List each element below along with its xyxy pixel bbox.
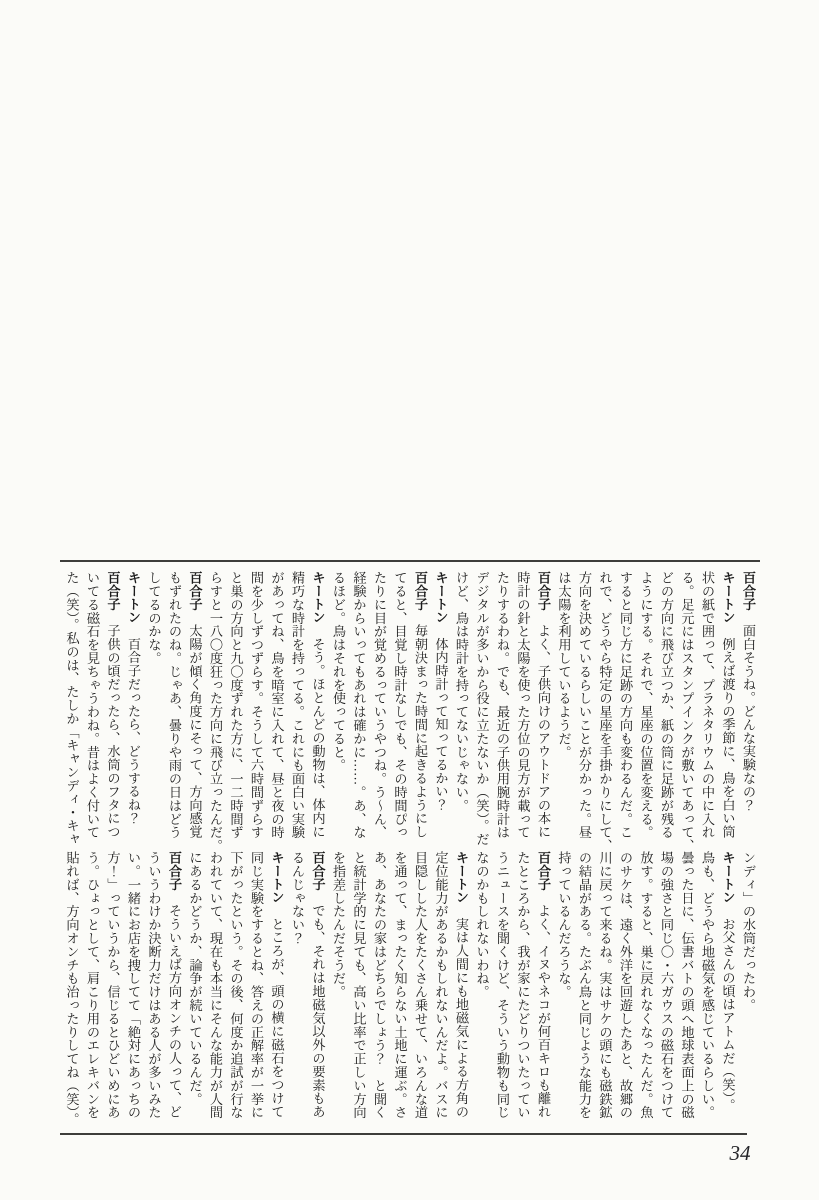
dialogue-text: そういえば方向オンチの人って、ど [167,890,182,1119]
dialogue-text: もずれたのね。じゃあ、曇りや雨の日はどう [167,571,182,839]
text-column [307,571,328,847]
text-column [266,571,287,847]
text-column [307,851,328,1131]
dialogue-text: デジタルが多いから役に立たないか（笑）。だ [474,571,490,846]
dialogue-text: 下がったという。その後、何度か追試が行な [228,851,244,1119]
dialogue-text: 精巧な時計を持ってる。これにも面白い実験 [290,571,305,839]
speaker-name: キートン [310,571,326,624]
dialogue-text: の結晶がある。たぶん鳥と同じような能力を [577,851,592,1119]
dialogue-text: た（笑）。私のは、たしか「キャンディ・キャ [64,571,80,846]
dialogue-text: 例えば渡りの季節に、鳥を白い筒 [720,623,736,839]
speaker-name: 百合子 [105,571,121,611]
dialogue-text: 方向を決めているらしいことが分かった。昼 [577,571,592,839]
text-column [738,571,759,847]
text-column [348,571,369,847]
dialogue-text: 面白そうね。どんな実験なの？ [741,610,756,812]
dialogue-text: は太陽を利用しているようだ。 [556,571,572,759]
dialogue-text: よく、イヌやネコが何百キロも離れ [536,890,551,1119]
dialogue-text: らすと一八〇度狂った方向に飛び立ったんだ。 [208,571,223,853]
text-column [410,571,431,847]
dialogue-text: を通って、まったく知らない土地に運ぶ。さ [392,851,408,1119]
text-column [205,851,226,1131]
dialogue-text: る。足元にはスタンプインクが敷いてあって、 [679,571,695,853]
text-column [697,851,718,1131]
text-column [471,851,492,1131]
dialogue-text: のサケは、遠く外洋を回遊したあと、故郷の [618,851,633,1119]
dialogue-text: 川に戻って来るね。実はサケの頭にも磁鉄鉱 [597,851,613,1119]
text-column [676,571,697,853]
dialogue-text: たところから、我が家にたどりついたってい [515,851,531,1119]
dialogue-text: 鳥も、どうやら地磁気を感じているらしい。 [700,851,715,1119]
text-column [656,851,677,1131]
text-column [287,571,308,847]
dialogue-text: う。ひょっとして、肩こり用のエレキバンを [85,851,100,1119]
dialogue-text: があってね、鳥を暗室に入れて、昼と夜の時 [269,571,285,839]
dialogue-text: 太陽が傾く角度にそって、方向感覚 [187,610,203,839]
text-column [369,851,390,1131]
text-column [553,851,574,1131]
dialogue-text: と巣の方向と九〇度ずれた方に、一二時間ず [228,571,244,839]
dialogue-text: なのかもしれないわね。 [474,851,490,999]
text-column [61,851,82,1131]
text-column [266,851,287,1131]
text-column [471,571,492,847]
dialogue-text: 百合子だったら、どうするね？ [126,623,141,825]
text-column [553,571,574,847]
speaker-name: 百合子 [187,571,203,611]
dialogue-text: けど、鳥は時計を持ってないじゃない。 [454,571,469,813]
dialogue-text: 実は人間にも地磁気による方角の [454,903,469,1119]
dialogue-text: いてる磁石を見ちゃうわね。昔はよく付いて [85,571,100,839]
text-column [123,851,144,1131]
text-column [615,571,636,847]
text-column [143,571,164,847]
dialogue-text: われていて、現在も本当にそんな能力が人間 [208,851,223,1119]
speaker-name: キートン [269,851,285,904]
text-column [738,851,759,1131]
dialogue-text: 場の強さと同じ〇・六ガウスの磁石をつけて [659,851,674,1119]
dialogue-text: どの方向に飛び立つか、紙の筒に足跡が残る [659,571,674,839]
dialogue-text: ようにする。それで、星座の位置を変える。 [638,571,654,839]
dialogue-text: ンディ」の水筒だったわ。 [741,851,756,1012]
speaker-name: 百合子 [167,851,182,891]
dialogue-text: たりするわね。でも、最近の子供用腕時計は [495,571,510,839]
text-column [492,851,513,1131]
text-column [164,851,185,1131]
text-column [287,851,308,1131]
speaker-name: 百合子 [741,571,756,611]
dialogue-text: 持っているんだろうな。 [556,851,572,999]
speaker-name: キートン [433,571,449,624]
page-number: 34 [729,1141,751,1165]
dialogue-text: よく、子供向けのアウトドアの本に [536,610,551,839]
text-column [512,851,533,1131]
text-column [430,571,451,847]
text-column [717,851,738,1131]
text-column [225,571,246,847]
text-column [656,571,677,847]
text-column [102,571,123,847]
text-column [82,851,103,1131]
speaker-name: キートン [720,571,736,624]
dialogue-text: 時計の針と太陽を使った方位の見方が載って [515,571,531,839]
text-column [512,571,533,847]
dialogue-text: れで、どうやら特定の星座を手掛かりにして、 [597,571,613,853]
dialogue-text: 同じ実験をするとね、答えの正解率が一挙に [249,851,264,1119]
dialogue-text: たりに目が覚めるっていうやつね。う〜ん、 [372,571,387,839]
text-column [246,851,267,1131]
dialogue-text: 体内時計って知ってるかい？ [433,623,449,812]
dialogue-text: 経験からいってもあれは確かに……。あ、な [351,571,367,839]
dialogue-text: 目隠しした人をたくさん乗せて、いろんな道 [413,851,428,1119]
dialogue-text: てると、目覚し時計なしでも、その時間ぴっ [392,571,408,839]
dialogue-text: あ、あなたの家はどちらでしょう？ と聞く [372,851,387,1119]
dialogue-text: ところが、頭の横に磁石をつけて [269,903,285,1119]
speaker-name: キートン [454,851,469,904]
text-column [533,571,554,847]
text-column [143,851,164,1131]
text-column [635,851,656,1131]
dialogue-text: 間を少しずつずらす。そうして六時間ずらす [249,571,264,839]
text-column [635,571,656,847]
speaker-name: 百合子 [310,851,326,891]
dialogue-text: 方！」っていうから、信じるとひどいめにあ [105,851,121,1119]
dialogue-text: 曇った日に、伝書バトの頭へ地球表面上の磁 [679,851,695,1119]
dialogue-text: してるのかな。 [146,571,162,665]
text-column [164,571,185,847]
dialogue-text: にあるかどうか、論争が続いているんだ。 [187,851,203,1106]
text-column [615,851,636,1131]
text-column [184,851,205,1131]
dialogue-text: 毎朝決まった時間に起きるようにし [413,610,428,839]
dialogue-lower-block [58,851,758,1131]
dialogue-text: い。一緒にお店を捜してて「絶対にあっちの [126,851,141,1119]
bottom-divider-rule [60,1133,747,1135]
speaker-name: 百合子 [536,851,551,891]
dialogue-text: るんじゃない？ [290,851,305,945]
text-column [389,571,410,847]
text-column [533,851,554,1131]
text-column [348,851,369,1131]
text-column [574,571,595,847]
text-column [123,571,144,847]
text-column [430,851,451,1131]
dialogue-text: 定位能力があるかもしれないんだよ。バスに [433,851,449,1119]
text-column [717,571,738,847]
text-column [594,571,615,853]
speaker-name: キートン [126,571,141,624]
dialogue-text: すると同じ方に足跡の方向も変わるんだ。こ [618,571,633,839]
speaker-name: キートン [720,851,736,904]
dialogue-text: 貼れば、方向オンチも治ったりしてね（笑）。 [64,851,80,1126]
text-column [676,851,697,1131]
text-column [697,571,718,847]
dialogue-text: そう。ほとんどの動物は、体内に [310,623,326,839]
dialogue-text: を指差したんだそうだ。 [331,851,346,999]
dialogue-text: ういうわけか決断力だけはある人が多いみた [146,851,162,1119]
text-column [61,571,82,847]
text-column [328,851,349,1131]
speaker-name: 百合子 [413,571,428,611]
dialogue-text: 放す。すると、巣に戻れなくなったんだ。魚 [638,851,654,1119]
dialogue-text: でも、それは地磁気以外の要素もあ [310,890,326,1119]
text-column [184,571,205,847]
dialogue-text: うニュースを聞くけど、そういう動物も同じ [495,851,510,1119]
dialogue-text: と統計学的に見ても、高い比率で正しい方向 [351,851,367,1119]
text-column [102,851,123,1131]
dialogue-text: 子供の頃だったら、水筒のフタにつ [105,610,121,839]
dialogue-upper-block [58,571,758,853]
top-divider-rule [60,560,760,562]
text-column [205,571,226,853]
text-column [82,571,103,847]
text-column [410,851,431,1131]
text-column [369,571,390,847]
text-column [594,851,615,1131]
dialogue-text: お父さんの頃はアトムだ（笑）。 [720,903,736,1112]
text-column [246,571,267,847]
text-column [225,851,246,1131]
dialogue-text: 状の紙で囲って、プラネタリウムの中に入れ [700,571,715,839]
text-column [574,851,595,1131]
text-column [451,851,472,1131]
text-column [328,571,349,847]
text-column [451,571,472,847]
text-column [492,571,513,847]
dialogue-text: るほど。鳥はそれを使ってると。 [331,571,346,772]
text-column [389,851,410,1131]
speaker-name: 百合子 [536,571,551,611]
